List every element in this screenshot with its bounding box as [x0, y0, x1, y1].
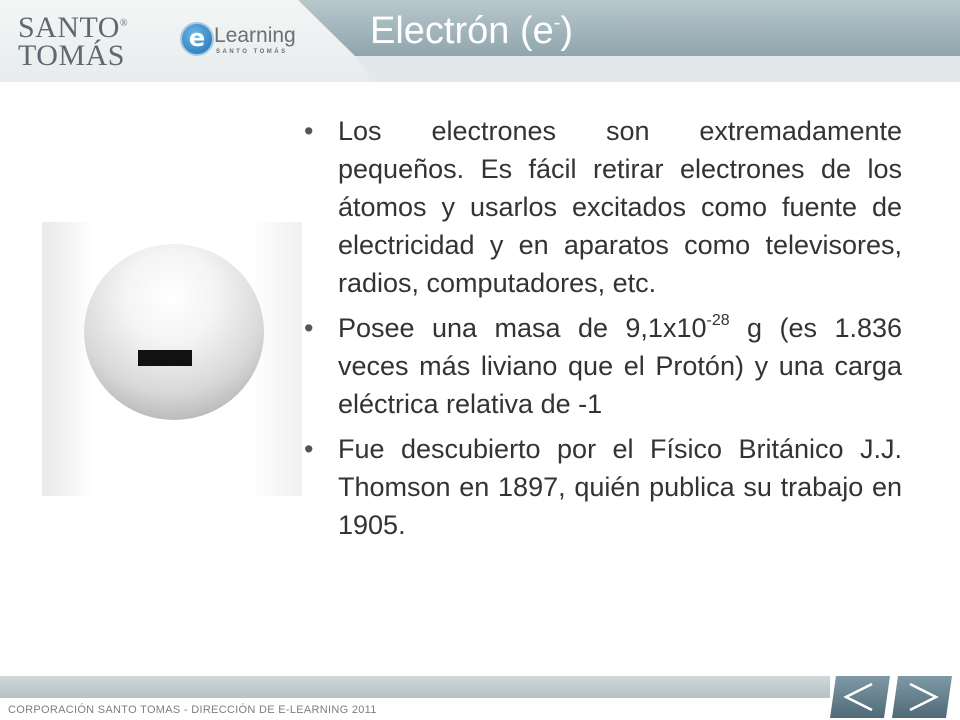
logo-line1: SANTO [18, 11, 120, 44]
santo-tomas-logo [18, 10, 138, 70]
header [0, 0, 960, 82]
bullet-item-2 [300, 309, 902, 423]
title-superscript: - [553, 12, 561, 34]
electron-image [42, 222, 302, 496]
slide-title [370, 10, 573, 53]
bullet-2-text: Posee una masa de 9,1x10 [338, 313, 707, 343]
footer [0, 676, 960, 720]
previous-slide-button[interactable] [830, 676, 890, 718]
bullet-item-1: • Los electrones son extremadamente pequeños. Es fácil retirar electrones de los átomos y usarlos excitados como fuente de electricidad y en aparatos como televisores, radios, computadores, etc. [300, 112, 902, 302]
next-slide-button[interactable] [892, 676, 952, 718]
chevron-left-icon [830, 676, 890, 718]
elearning-e-icon: e [180, 22, 214, 56]
bullet-2-text-end: g (es 1.836 veces más liviano que el Protón) y una carga eléctrica relativa de -1 [338, 313, 903, 419]
electron-sphere [84, 244, 264, 420]
elearning-logo [180, 18, 320, 62]
bullet-list [300, 112, 902, 551]
elearning-word: Learning [214, 24, 296, 47]
elearning-subtitle: SANTO TOMÁS [216, 49, 288, 55]
bullet-item-3: • Fue descubierto por el Físico Británico J.J. Thomson en 1897, quién publica su trabajo en 1905. [300, 430, 902, 544]
logo-line2: TOMÁS [18, 39, 125, 72]
logo-registered: ® [119, 18, 129, 29]
bullet-2-exponent: -28 [706, 312, 730, 329]
chevron-right-icon [892, 676, 952, 718]
footer-band [0, 676, 830, 698]
footer-copyright: CORPORACIÓN SANTO TOMAS - DIRECCIÓN DE E-LEARNING 2011 [8, 704, 377, 716]
title-main: Electrón (e [370, 10, 554, 52]
title-end: ) [560, 10, 574, 52]
negative-charge-icon [138, 350, 192, 366]
